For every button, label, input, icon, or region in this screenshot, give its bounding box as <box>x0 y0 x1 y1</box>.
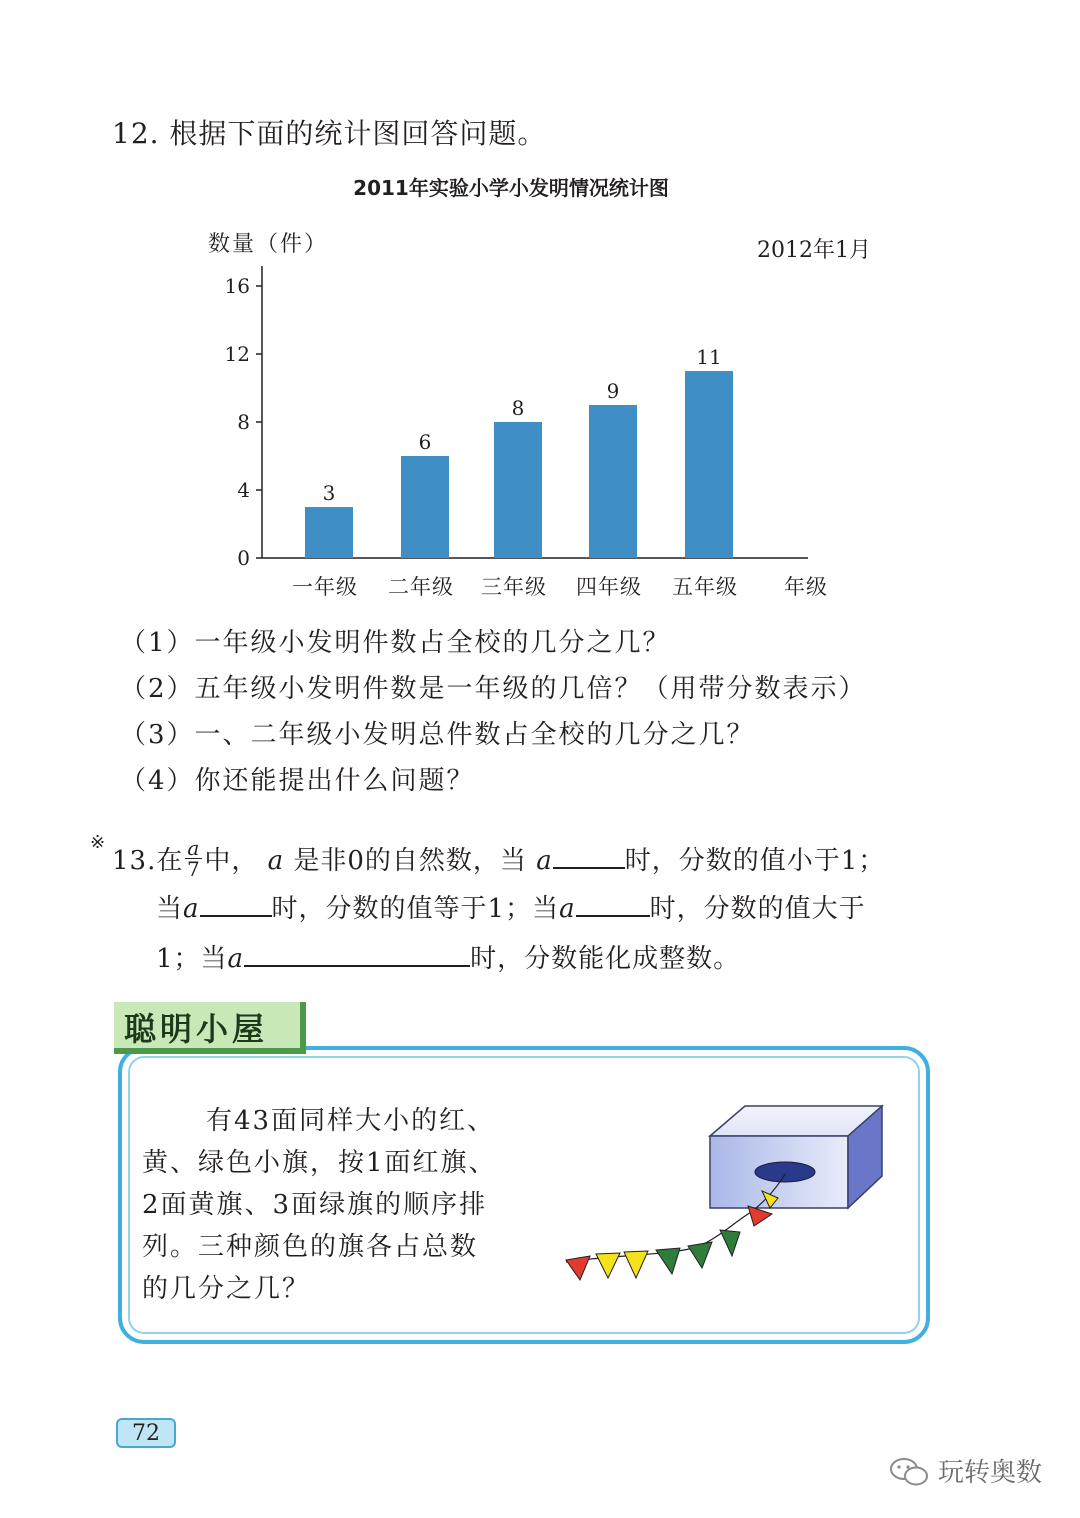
x-category-label: 三年级 <box>481 575 547 599</box>
y-tick-label: 0 <box>237 546 250 570</box>
answer-blank-4[interactable] <box>244 943 470 967</box>
flag-box-illustration <box>560 1096 900 1296</box>
x-category-label: 五年级 <box>672 575 738 599</box>
smart-house-text-line: 2面黄旗、3面绿旗的顺序排 <box>142 1190 488 1220</box>
smart-house-title: 聪明小屋 <box>124 1010 269 1048</box>
q13-text: 在 <box>156 846 184 876</box>
answer-blank-1[interactable] <box>553 845 625 869</box>
bar <box>494 422 542 558</box>
bar <box>685 371 733 558</box>
chart-y-axis-label: 数量（件） <box>208 232 329 257</box>
answer-blank-3[interactable] <box>576 893 650 917</box>
smart-house-text-line: 列。三种颜色的旗各占总数 <box>142 1232 479 1262</box>
smart-house-text-line: 黄、绿色小旗，按1面红旗、 <box>142 1148 497 1178</box>
subquestion-1: （1）一年级小发明件数占全校的几分之几？ <box>120 628 671 658</box>
subquestion-4: （4）你还能提出什么问题？ <box>120 766 475 796</box>
question-13-number: 13. <box>112 846 157 876</box>
q13-text: 1；当 <box>156 944 228 974</box>
bar-data-label: 3 <box>322 481 336 505</box>
variable-a: a <box>227 944 245 974</box>
bar-data-label: 8 <box>511 396 525 420</box>
chart-date-note: 2012年1月 <box>757 238 871 263</box>
variable-a: a <box>183 894 200 924</box>
fraction-a-over-7 <box>185 835 202 881</box>
x-category-label: 四年级 <box>576 575 642 599</box>
x-axis-label: 年级 <box>784 575 828 599</box>
smart-house-text-line: 的几分之几？ <box>142 1274 311 1304</box>
bar <box>305 507 353 558</box>
optional-marker: ※ <box>90 832 107 853</box>
watermark-text: 玩转奥数 <box>938 1458 1043 1488</box>
question-12-title: 12. 根据下面的统计图回答问题。 <box>112 117 547 150</box>
y-tick-label: 16 <box>224 274 250 298</box>
fraction-numerator: a <box>187 835 201 860</box>
x-category-label: 二年级 <box>388 575 454 599</box>
q13-text: 中， <box>204 846 259 876</box>
y-tick-label: 12 <box>224 342 250 366</box>
subquestion-3: （3）一、二年级小发明总件数占全校的几分之几？ <box>120 720 755 750</box>
question-13-line-2 <box>156 888 866 925</box>
y-tick-label: 8 <box>237 410 250 434</box>
y-tick-label: 4 <box>237 478 250 502</box>
bar <box>589 405 637 558</box>
smart-house-text-line: 有43面同样大小的红、 <box>206 1106 496 1136</box>
bar <box>401 456 449 558</box>
variable-a: a <box>559 894 576 924</box>
fraction-denominator: 7 <box>186 856 201 881</box>
q13-text: 是非0的自然数，当 <box>293 846 527 876</box>
wechat-icon <box>888 1456 932 1488</box>
chart-title: 2011年实验小学小发明情况统计图 <box>353 176 669 200</box>
bar-data-label: 9 <box>606 379 620 403</box>
q13-text: 时，分数的值小于1； <box>624 846 886 876</box>
bar-data-label: 6 <box>418 430 432 454</box>
bar-data-label: 11 <box>696 345 722 369</box>
q13-text: 当 <box>156 894 184 924</box>
variable-a: a <box>267 846 285 876</box>
question-13-line-1 <box>112 835 886 883</box>
x-category-label: 一年级 <box>292 575 358 599</box>
subquestion-2: （2）五年级小发明件数是一年级的几倍？（用带分数表示） <box>120 674 867 704</box>
answer-blank-2[interactable] <box>200 893 272 917</box>
q13-text: 时，分数的值等于1；当 <box>271 894 560 924</box>
question-13-line-3 <box>156 938 740 975</box>
variable-a: a <box>536 846 553 876</box>
q13-text: 时，分数的值大于 <box>649 894 866 924</box>
page-number: 72 <box>116 1418 176 1448</box>
q13-text: 时，分数能化成整数。 <box>470 944 741 974</box>
bar-chart <box>0 0 1080 620</box>
